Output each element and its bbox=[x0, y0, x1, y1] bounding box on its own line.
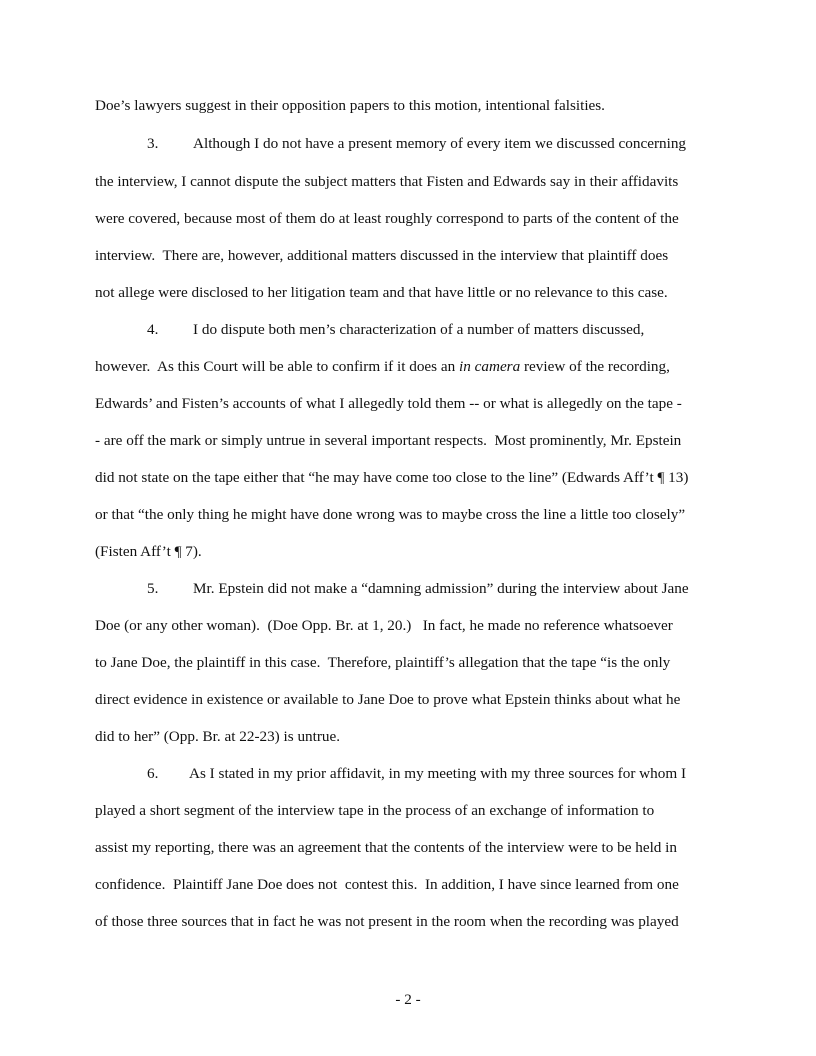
paragraph-text: As I stated in my prior affidavit, in my meeting with my three sources for whom I bbox=[189, 765, 687, 782]
paragraph-number: 4. bbox=[147, 321, 159, 338]
italic-phrase: in camera bbox=[459, 358, 521, 375]
line-text: did to her” (Opp. Br. at 22-23) is untrue. bbox=[95, 728, 341, 745]
line-text: confidence. Plaintiff Jane Doe does not contest this. In addition, I have since learned from one bbox=[95, 876, 679, 893]
line-text-mixed bbox=[95, 357, 670, 377]
line-text: of those three sources that in fact he was not present in the room when the recording was played bbox=[95, 913, 679, 930]
line-text: Doe’s lawyers suggest in their opposition papers to this motion, intentional falsities. bbox=[95, 97, 605, 114]
line-text: Edwards’ and Fisten’s accounts of what I allegedly told them -- or what is allegedly on the tape - bbox=[95, 395, 682, 412]
paragraph-text: Although I do not have a present memory of every item we discussed concerning bbox=[193, 135, 687, 152]
paragraph-number: 5. bbox=[147, 580, 159, 597]
paragraph-text: Mr. Epstein did not make a “damning admission” during the interview about Jane bbox=[193, 580, 689, 597]
paragraph-number: 3. bbox=[147, 135, 159, 152]
line-text: - are off the mark or simply untrue in several important respects. Most prominently, Mr. Epstein bbox=[95, 432, 682, 449]
line-text: were covered, because most of them do at least roughly correspond to parts of the content of the bbox=[95, 210, 679, 227]
line-text: (Fisten Aff’t ¶ 7). bbox=[95, 543, 202, 560]
page-number: - 2 - bbox=[395, 991, 421, 1008]
line-text: not allege were disclosed to her litigation team and that have little or no relevance to this case. bbox=[95, 284, 668, 301]
line-text: the interview, I cannot dispute the subject matters that Fisten and Edwards say in their affidavits bbox=[95, 173, 679, 190]
line-text: played a short segment of the interview tape in the process of an exchange of information to bbox=[95, 802, 655, 819]
paragraph-number: 6. bbox=[147, 765, 159, 782]
line-text: Doe (or any other woman). (Doe Opp. Br. at 1, 20.) In fact, he made no reference whatsoever bbox=[95, 617, 673, 634]
line-text: or that “the only thing he might have done wrong was to maybe cross the line a little too closely” bbox=[95, 506, 686, 523]
line-text: did not state on the tape either that “he may have come too close to the line” (Edwards Aff’t ¶ 13) bbox=[95, 469, 689, 486]
line-text: however. As this Court will be able to confirm if it does an bbox=[95, 358, 460, 375]
line-text: assist my reporting, there was an agreement that the contents of the interview were to be held in bbox=[95, 839, 677, 856]
line-text: review of the recording, bbox=[520, 358, 670, 375]
line-text: to Jane Doe, the plaintiff in this case. Therefore, plaintiff’s allegation that the tape “is the only bbox=[95, 654, 671, 671]
paragraph-text: I do dispute both men’s characterization of a number of matters discussed, bbox=[193, 321, 645, 338]
line-text: direct evidence in existence or available to Jane Doe to prove what Epstein thinks about what he bbox=[95, 691, 681, 708]
line-text: interview. There are, however, additional matters discussed in the interview that plaintiff does bbox=[95, 247, 669, 264]
